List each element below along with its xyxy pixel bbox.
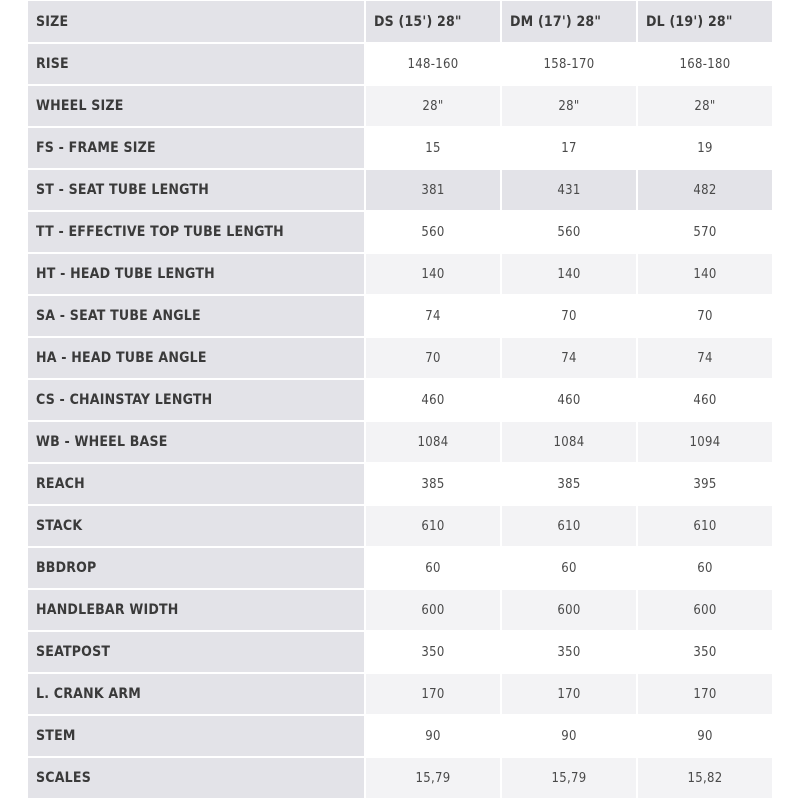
table-row [28,421,773,463]
row-value: 431 [501,169,637,211]
row-value: 60 [637,547,773,589]
row-value: 381 [365,169,501,211]
row-label: TT - EFFECTIVE TOP TUBE LENGTH [28,211,365,253]
table-row [28,547,773,589]
table-row [28,169,773,211]
row-value: 170 [637,673,773,715]
table-row [28,631,773,673]
row-value: 28" [365,85,501,127]
table-row [28,337,773,379]
row-label: ST - SEAT TUBE LENGTH [28,169,365,211]
row-value: 74 [365,295,501,337]
row-value: 140 [501,253,637,295]
row-value: 1084 [365,421,501,463]
row-label: RISE [28,43,365,85]
row-value: 148-160 [365,43,501,85]
row-label: CS - CHAINSTAY LENGTH [28,379,365,421]
row-value: 482 [637,169,773,211]
row-value: 610 [501,505,637,547]
row-label: SCALES [28,757,365,799]
row-value: 560 [365,211,501,253]
row-label: FS - FRAME SIZE [28,127,365,169]
geometry-table-body [28,43,773,799]
row-value: 600 [637,589,773,631]
table-row [28,589,773,631]
row-value: 610 [365,505,501,547]
table-row [28,253,773,295]
row-value: 28" [637,85,773,127]
row-value: 90 [637,715,773,757]
row-value: 385 [501,463,637,505]
row-value: 74 [637,337,773,379]
row-label: BBDROP [28,547,365,589]
table-row [28,295,773,337]
row-label: HT - HEAD TUBE LENGTH [28,253,365,295]
row-value: 600 [365,589,501,631]
table-row [28,85,773,127]
row-label: STEM [28,715,365,757]
row-value: 70 [501,295,637,337]
row-value: 15,82 [637,757,773,799]
row-value: 460 [501,379,637,421]
table-row [28,211,773,253]
geometry-table [28,1,774,800]
row-value: 460 [365,379,501,421]
row-value: 19 [637,127,773,169]
row-value: 158-170 [501,43,637,85]
row-label: SEATPOST [28,631,365,673]
row-value: 140 [637,253,773,295]
table-row [28,505,773,547]
row-value: 90 [501,715,637,757]
header-row [28,1,773,43]
row-value: 60 [501,547,637,589]
row-value: 90 [365,715,501,757]
row-label: HANDLEBAR WIDTH [28,589,365,631]
row-value: 610 [637,505,773,547]
table-row [28,757,773,799]
table-row [28,463,773,505]
row-value: 70 [637,295,773,337]
row-label: WB - WHEEL BASE [28,421,365,463]
row-value: 60 [365,547,501,589]
header-size-ds: DS (15') 28" [365,1,501,43]
row-value: 570 [637,211,773,253]
table-row [28,43,773,85]
row-value: 15,79 [365,757,501,799]
row-value: 15,79 [501,757,637,799]
row-label: SA - SEAT TUBE ANGLE [28,295,365,337]
row-value: 600 [501,589,637,631]
row-value: 460 [637,379,773,421]
row-value: 1084 [501,421,637,463]
row-value: 170 [501,673,637,715]
row-label: WHEEL SIZE [28,85,365,127]
table-row [28,673,773,715]
row-value: 560 [501,211,637,253]
row-value: 168-180 [637,43,773,85]
row-value: 395 [637,463,773,505]
row-value: 15 [365,127,501,169]
row-label: STACK [28,505,365,547]
row-value: 350 [501,631,637,673]
row-label: L. CRANK ARM [28,673,365,715]
row-value: 70 [365,337,501,379]
row-value: 350 [637,631,773,673]
row-value: 385 [365,463,501,505]
row-label: HA - HEAD TUBE ANGLE [28,337,365,379]
row-value: 350 [365,631,501,673]
row-value: 1094 [637,421,773,463]
table-row [28,715,773,757]
header-size-dm: DM (17') 28" [501,1,637,43]
header-size-label: SIZE [28,1,365,43]
row-value: 28" [501,85,637,127]
table-row [28,127,773,169]
row-label: REACH [28,463,365,505]
row-value: 140 [365,253,501,295]
table-row [28,379,773,421]
row-value: 17 [501,127,637,169]
row-value: 170 [365,673,501,715]
header-size-dl: DL (19') 28" [637,1,773,43]
row-value: 74 [501,337,637,379]
